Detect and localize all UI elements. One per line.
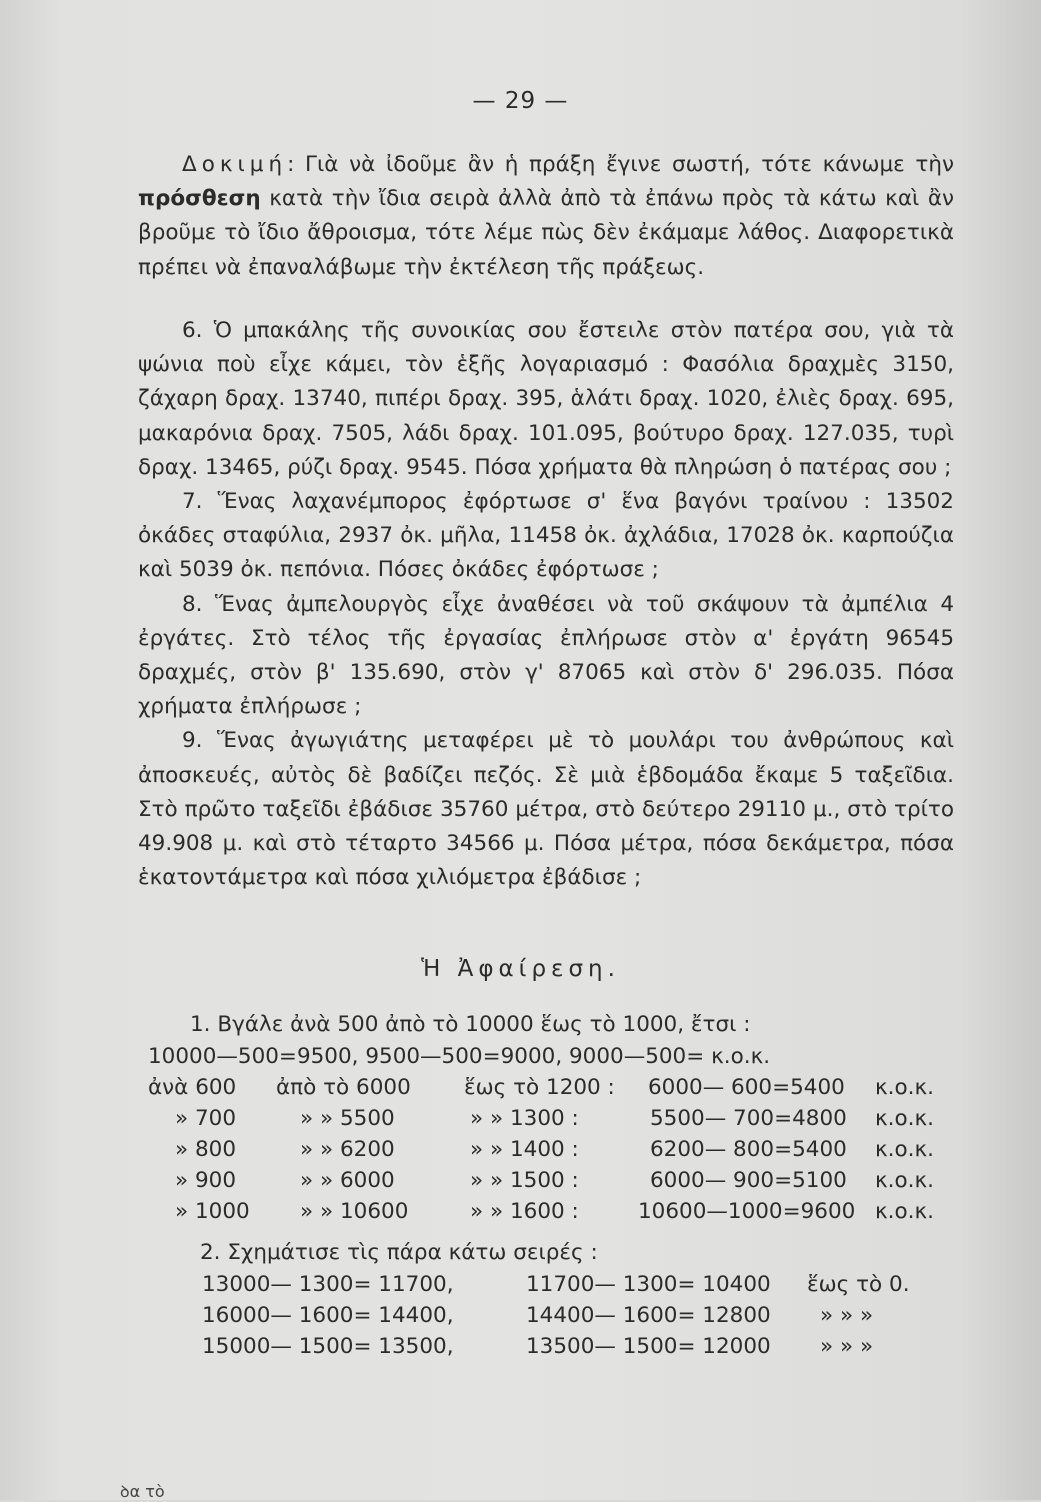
cell-until: » » 1300 :: [470, 1106, 579, 1131]
cell-from: » » 10600: [300, 1199, 409, 1224]
cell-from: » » 6200: [300, 1137, 395, 1162]
problems-block: [138, 314, 954, 895]
cell-example: 6000— 900=5100: [650, 1168, 847, 1193]
cell-etc: κ.ο.κ.: [875, 1075, 934, 1100]
cell-from: » » 5500: [300, 1106, 395, 1131]
check-label: Δοκιμή: [182, 152, 288, 177]
check-text-1: : Γιὰ νὰ ἰδοῦμε ἂν ἡ πράξη ἔγινε σωστή, τότε κάνωμε τὴν: [287, 152, 954, 177]
section-title: Ἡ Ἀφαίρεση.: [421, 956, 620, 982]
problem-6: 6. Ὁ μπακάλης τῆς συνοικίας σου ἔστειλε στὸν πατέρα σου, γιὰ τὰ ψώνια ποὺ εἶχε κάμει, τὸν ἑξῆς λογαριασμό : Φασόλια δραχμὲς 3150, ζάχαρη δραχ. 13740, πιπέρι δραχ. 395, ἁλάτι δραχ. 1020, ἐλιὲς δραχ. 695, μακαρόνια δραχ. 7505, λάδι δραχ. 101.095, βούτυρο δραχ. 127.035, τυρὶ δραχ. 13465, ρύζι δραχ. 9545. Πόσα χρήματα θὰ πληρώση ὁ πατέρας σου ;: [138, 318, 954, 480]
cell-step: » 700: [175, 1106, 237, 1131]
cell-until: » » 1500 :: [470, 1168, 579, 1193]
cell-example: 5500— 700=4800: [650, 1106, 847, 1131]
series-start: 16000— 1600= 14400,: [202, 1303, 454, 1328]
cell-step: » 800: [175, 1137, 237, 1162]
cell-step: » 900: [175, 1168, 237, 1193]
cell-until: » » 1600 :: [470, 1199, 579, 1224]
page-number: — 29 —: [472, 88, 569, 114]
problem-9: 9. Ἕνας ἀγωγιάτης μεταφέρει μὲ τὸ μουλάρι του ἀνθρώπους καὶ ἀποσκευές, αὐτὸς δὲ βαδίζει πεζός. Σὲ μιὰ ἑβδομάδα ἔκαμε 5 ταξεῖδια. Στὸ πρῶτο ταξεῖδι ἐβάδισε 35760 μέτρα, στὸ δεύτερο 29110 μ., στὸ τρίτο 49.908 μ. καὶ στὸ τέταρτο 34566 μ. Πόσα μέτρα, πόσα δεκάμετρα, πόσα ἑκατοντάμετρα καὶ πόσα χιλιόμετρα ἐβάδισε ;: [138, 728, 954, 891]
cell-example: 10600—1000=9600: [638, 1199, 856, 1224]
check-text-2: κατὰ τὴν ἴδια σειρὰ ἀλλὰ ἀπὸ τὰ ἐπάνω πρὸς τὰ κάτω καὶ ἂν βροῦμε τὸ ἴδιο ἄθροισμα, τότε λέμε πὼς δὲν ἐκάμαμε λάθος. Διαφορετικὰ πρέπει νὰ ἐπαναλάβωμε τὴν ἐκτέλεση τῆς πράξεως.: [138, 186, 954, 280]
problem-7: 7. Ἕνας λαχανέμπορος ἐφόρτωσε σ' ἕνα βαγόνι τραίνου : 13502 ὀκάδες σταφύλια, 2937 ὀκ. μῆλα, 11458 ὀκ. ἀχλάδια, 17028 ὀκ. καρπούζια καὶ 5039 ὀκ. πεπόνια. Πόσες ὀκάδες ἐφόρτωσε ;: [138, 489, 954, 583]
series-next: 13500— 1500= 12000: [526, 1334, 771, 1359]
cell-step: ἀνὰ 600: [148, 1075, 237, 1100]
cell-step: » 1000: [175, 1199, 250, 1224]
cell-etc: κ.ο.κ.: [875, 1106, 934, 1131]
cell-example: 6000— 600=5400: [648, 1075, 845, 1100]
series-next: 11700— 1300= 10400: [526, 1272, 771, 1297]
cell-until: ἕως τὸ 1200 :: [464, 1075, 615, 1100]
exercise-1-example: 10000—500=9500, 9500—500=9000, 9000—500= κ.ο.κ.: [148, 1044, 771, 1069]
check-paragraph: [138, 148, 954, 285]
cell-example: 6200— 800=5400: [650, 1137, 847, 1162]
exercise-2-intro: 2. Σχημάτισε τὶς πάρα κάτω σειρές :: [200, 1240, 598, 1265]
cell-etc: κ.ο.κ.: [875, 1199, 934, 1224]
cell-etc: κ.ο.κ.: [875, 1137, 934, 1162]
series-start: 15000— 1500= 13500,: [202, 1334, 454, 1359]
series-next: 14400— 1600= 12800: [526, 1303, 771, 1328]
problem-8: 8. Ἕνας ἀμπελουργὸς εἶχε ἀναθέσει νὰ τοῦ σκάψουν τὰ ἀμπέλια 4 ἐργάτες. Στὸ τέλος τῆς ἐργασίας ἐπλήρωσε στὸν α' ἐργάτη 96545 δραχμές, στὸν β' 135.690, στὸν γ' 87065 καὶ στὸν δ' 296.035. Πόσα χρήματα ἐπλήρωσε ;: [138, 591, 954, 720]
series-start: 13000— 1300= 11700,: [202, 1272, 454, 1297]
exercise-1-intro: 1. Βγάλε ἀνὰ 500 ἀπὸ τὸ 10000 ἕως τὸ 1000, ἔτσι :: [190, 1012, 751, 1037]
cell-from: » » 6000: [300, 1168, 395, 1193]
cell-from: ἀπὸ τὸ 6000: [276, 1075, 411, 1100]
series-end: » » »: [820, 1303, 874, 1328]
cell-until: » » 1400 :: [470, 1137, 579, 1162]
series-end: ἕως τὸ 0.: [807, 1272, 910, 1297]
bottom-cut-text: ꝺα τὸ: [120, 1482, 165, 1501]
check-bold-word: πρόσθεση: [138, 186, 261, 212]
cell-etc: κ.ο.κ.: [875, 1168, 934, 1193]
series-end: » » »: [820, 1334, 874, 1359]
